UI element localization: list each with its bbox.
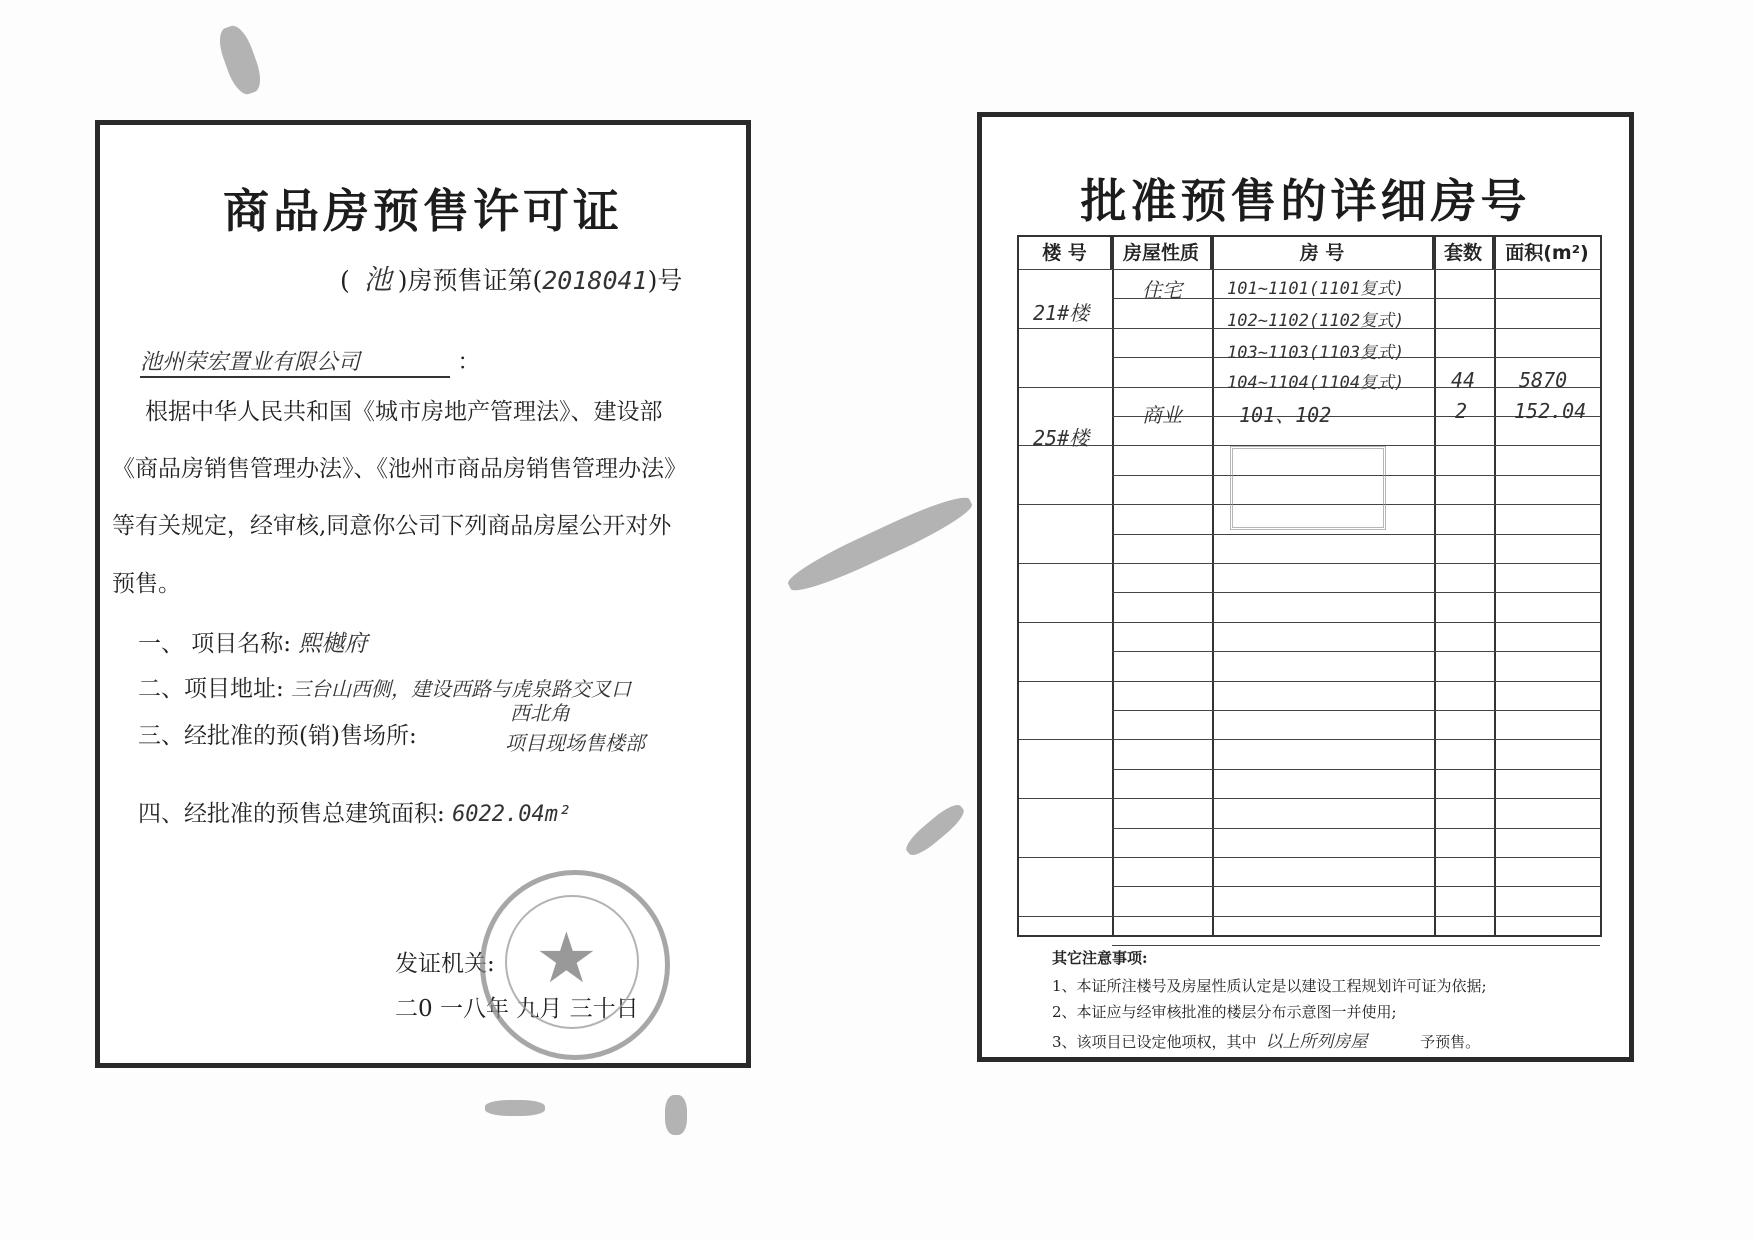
count-21: 44: [1451, 368, 1476, 392]
scan-smudge: [485, 1100, 545, 1116]
column-divider: [1434, 237, 1436, 935]
scan-smudge: [902, 800, 968, 860]
note-3-handwritten: 以上所列房屋: [1265, 1032, 1368, 1052]
item3-label: 三、经批准的预(销)售场所:: [138, 723, 417, 749]
note-3-suffix: 予预售。: [1420, 1033, 1481, 1051]
row-line: [1112, 828, 1600, 829]
type-residential: 住宅: [1142, 278, 1182, 302]
official-seal: [480, 870, 670, 1060]
row-line: [1112, 651, 1600, 652]
area-21: 5870: [1519, 368, 1568, 392]
permit-title: 商品房预售许可证: [223, 184, 623, 238]
row-line: [1019, 739, 1600, 740]
column-divider: [1212, 237, 1214, 935]
rooms-row-1: 101~1101(1101复式): [1227, 279, 1405, 299]
row-line: [1019, 563, 1600, 564]
scan-smudge: [214, 22, 266, 98]
faint-stamp: [1230, 446, 1386, 530]
row-line: [1019, 857, 1600, 858]
total-area-value: 6022.04m²: [452, 802, 572, 827]
note-3: [1052, 1027, 1480, 1052]
cert-number: 2018041: [542, 266, 648, 295]
type-commercial: 商业: [1142, 403, 1182, 427]
area-25: 152.04: [1514, 399, 1587, 423]
row-line: [1112, 769, 1600, 770]
note-1: 1、本证所注楼号及房屋性质认定是以建设工程规划许可证为依据;: [1052, 977, 1487, 995]
row-line: [1112, 710, 1600, 711]
header-rooms: 房 号: [1212, 237, 1434, 269]
column-divider: [1494, 237, 1496, 935]
item1-label: 一、 项目名称:: [138, 631, 292, 657]
item2-label: 二、项目地址:: [138, 676, 284, 702]
rooms-row-2: 102~1102(1102复式): [1227, 311, 1405, 331]
project-address-value: 三台山西侧，建设西路与虎泉路交叉口: [291, 677, 632, 701]
cert-suffix: )号: [647, 266, 683, 295]
body-line-1: 根据中华人民共和国《城市房地产管理法》、建设部: [145, 399, 663, 425]
company-line: [140, 343, 480, 378]
row-line: [1112, 592, 1600, 593]
column-divider: [1112, 237, 1114, 935]
item4-label: 四、经批准的预售总建筑面积:: [138, 801, 445, 827]
cert-city: 池: [363, 263, 392, 296]
notes-title: 其它注意事项:: [1052, 949, 1148, 967]
row-line: [1112, 945, 1600, 946]
room-table: [1017, 235, 1602, 937]
header-type: 房屋性质: [1112, 237, 1212, 269]
room-details-panel: [977, 112, 1634, 1062]
body-line-4: 预售。: [112, 571, 181, 597]
project-name-value: 熙樾府: [298, 631, 368, 657]
row-line: [1019, 681, 1600, 682]
issue-date: 二0 一八年 九月 三十日: [395, 996, 639, 1022]
building-25: 25#楼: [1033, 426, 1090, 450]
rooms-row-4: 104~1104(1104复式): [1227, 373, 1405, 393]
scan-smudge: [783, 489, 976, 599]
sales-location-value-1: 西北角: [510, 701, 570, 725]
cert-prefix: (: [340, 266, 350, 295]
building-21: 21#楼: [1033, 301, 1090, 325]
item-sales-location: [138, 717, 417, 750]
rooms-row-3: 103~1103(1103复式): [1227, 343, 1405, 363]
row-line: [1112, 534, 1600, 535]
issuer-label: 发证机关:: [395, 951, 495, 977]
sales-location-value-2: 项目现场售楼部: [505, 731, 645, 755]
body-line-3: 等有关规定，经审核,同意你公司下列商品房屋公开对外: [112, 513, 672, 539]
rooms-row-5: 101、102: [1239, 403, 1332, 427]
seal-star-icon: ★: [535, 917, 598, 999]
company-name: 池州荣宏置业有限公司: [140, 345, 450, 378]
row-line: [1019, 269, 1600, 270]
details-title: 批准预售的详细房号: [1080, 174, 1531, 228]
row-line: [1019, 798, 1600, 799]
body-line-2: 《商品房销售管理办法》、《池州市商品房销售管理办法》: [112, 456, 687, 482]
cert-mid: )房预售证第(: [397, 266, 543, 295]
scan-smudge: [665, 1095, 687, 1135]
item-project-name: [138, 625, 367, 658]
cert-number-line: [340, 258, 682, 298]
row-line: [1019, 916, 1600, 917]
item-total-area: [138, 795, 571, 828]
note-2: 2、本证应与经审核批准的楼层分布示意图一并使用;: [1052, 1003, 1397, 1021]
count-25: 2: [1455, 399, 1468, 423]
row-line: [1112, 886, 1600, 887]
row-line: [1019, 622, 1600, 623]
header-building: 楼 号: [1019, 237, 1112, 269]
header-area: 面积(m²): [1505, 242, 1589, 264]
company-colon: ：: [457, 349, 481, 375]
note-3-prefix: 3、该项目已设定他项权，其中: [1052, 1033, 1257, 1051]
header-count: 套数: [1434, 237, 1494, 269]
